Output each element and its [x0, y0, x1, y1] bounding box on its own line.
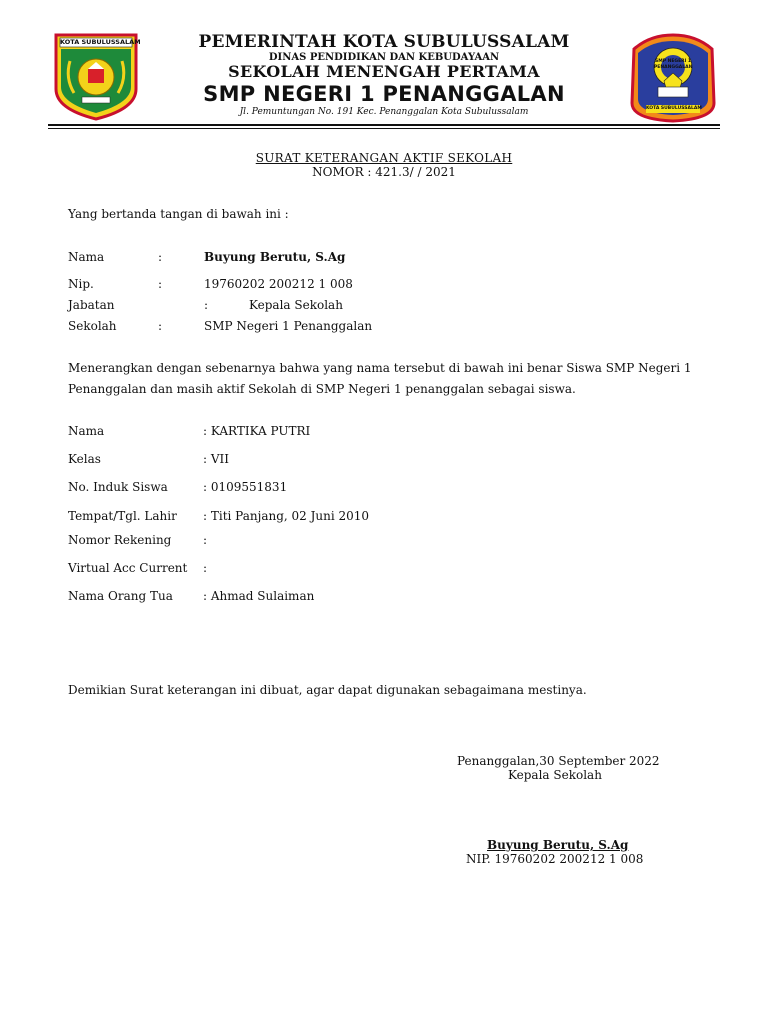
- student-nis-label: No. Induk Siswa: [68, 480, 168, 494]
- header-address: Jl. Pemuntungan No. 191 Kec. Penanggalan Kota Subulussalam: [239, 107, 529, 117]
- header-department: DINAS PENDIDIKAN DAN KEBUDAYAAN: [268, 52, 500, 63]
- student-account-label: Nomor Rekening: [68, 533, 172, 547]
- signer-school-value: SMP Negeri 1 Penanggalan: [204, 319, 373, 333]
- signer-position-colon: :: [204, 298, 209, 312]
- signature-nip: NIP. 19760202 200212 1 008: [466, 852, 644, 866]
- intro-text: Yang bertanda tangan di bawah ini :: [68, 207, 289, 221]
- closing-text: Demikian Surat keterangan ini dibuat, agar dapat digunakan sebagaimana mestinya.: [68, 683, 587, 697]
- signer-name-colon: :: [158, 250, 163, 264]
- right-logo-bottom-caption: KOTA SUBULUSSALAM: [646, 106, 702, 111]
- student-parent-value: : Ahmad Sulaiman: [203, 589, 315, 603]
- signer-name-value: Buyung Berutu, S.Ag: [204, 250, 346, 264]
- signature-name: Buyung Berutu, S.Ag: [487, 838, 629, 852]
- letter-number: NOMOR : 421.3/ / 2021: [312, 165, 456, 179]
- student-class-label: Kelas: [68, 452, 101, 466]
- student-class-value: : VII: [203, 452, 230, 466]
- letter-title: SURAT KETERANGAN AKTIF SEKOLAH: [255, 151, 513, 165]
- header-school-name: SMP NEGERI 1 PENANGGALAN: [203, 82, 565, 106]
- header-school-level: SEKOLAH MENENGAH PERTAMA: [228, 62, 540, 81]
- student-nis-value: : 0109551831: [203, 480, 288, 494]
- student-birth-value: : Titi Panjang, 02 Juni 2010: [203, 509, 370, 523]
- student-name-value: : KARTIKA PUTRI: [203, 424, 311, 438]
- student-account-value: :: [203, 533, 208, 547]
- signer-nip-value: 19760202 200212 1 008: [204, 277, 353, 291]
- header-rule-thick: [48, 124, 720, 126]
- header-rule-thin: [48, 128, 720, 129]
- left-logo-caption: KOTA SUBULUSSALAM: [60, 38, 141, 46]
- student-parent-label: Nama Orang Tua: [68, 589, 173, 603]
- signature-position: Kepala Sekolah: [508, 768, 602, 782]
- signer-position-label: Jabatan: [68, 298, 115, 312]
- student-virtual-acc-label: Virtual Acc Current: [68, 561, 188, 575]
- right-logo-caption: SMP NEGERI 1 PENANGGALAN: [654, 59, 693, 70]
- statement-paragraph: Menerangkan dengan sebenarnya bahwa yang nama tersebut di bawah ini benar Siswa SMP Negeri 1 Penanggalan dan masih aktif Sekolah di SMP Negeri 1 penanggalan sebagai siswa.: [68, 361, 692, 396]
- signer-name-label: Nama: [68, 250, 105, 264]
- header-government: PEMERINTAH KOTA SUBULUSSALAM: [198, 32, 570, 52]
- signature-place-date: Penanggalan,30 September 2022: [457, 754, 660, 768]
- student-name-label: Nama: [68, 424, 105, 438]
- signer-position-value: Kepala Sekolah: [249, 298, 343, 312]
- student-virtual-acc-value: :: [203, 561, 208, 575]
- signer-nip-label: Nip.: [68, 277, 94, 291]
- signer-school-colon: :: [158, 319, 163, 333]
- student-birth-label: Tempat/Tgl. Lahir: [68, 509, 177, 523]
- signer-school-label: Sekolah: [68, 319, 117, 333]
- signer-nip-colon: :: [158, 277, 163, 291]
